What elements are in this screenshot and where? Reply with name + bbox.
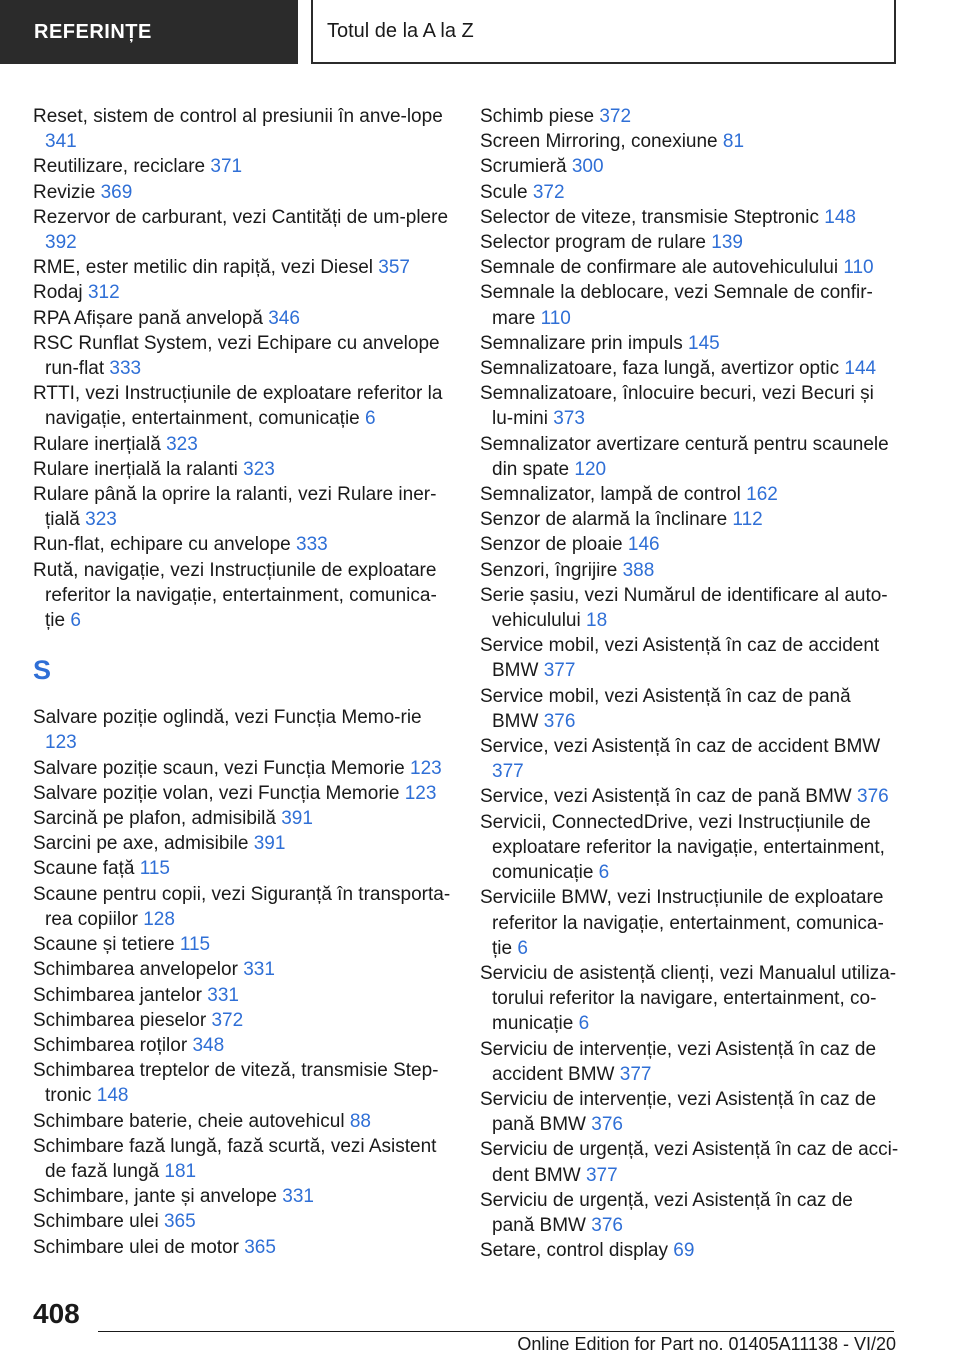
index-column-left <box>33 104 453 1260</box>
page-link[interactable]: 162 <box>746 484 778 506</box>
entry-term: Salvare poziție scaun, vezi Funcția Memorie <box>33 757 405 779</box>
entry-term: Serie șasiu, vezi Numărul de identificare al auto-vehiculului <box>480 584 888 632</box>
page-link[interactable]: 373 <box>553 408 585 430</box>
entry-term: Rută, navigație, vezi Instrucțiunile de exploatare referitor la navigație, entertainment, comunica-ție <box>33 559 437 632</box>
index-entry <box>33 1008 453 1033</box>
index-entry <box>480 432 900 482</box>
entry-term: Schimbare, jante și anvelope <box>33 1186 277 1208</box>
index-list-r <box>33 104 453 633</box>
entry-term: Semnalizare prin impuls <box>480 332 683 354</box>
index-entry <box>480 331 900 356</box>
index-entry <box>33 983 453 1008</box>
index-entry <box>480 558 900 583</box>
index-entry <box>33 457 453 482</box>
entry-term: Salvare poziție volan, vezi Funcția Memorie <box>33 782 400 804</box>
page-link[interactable]: 388 <box>622 559 655 581</box>
page-link[interactable]: 391 <box>253 833 286 855</box>
index-entry <box>480 1188 900 1238</box>
index-entry <box>33 957 453 982</box>
index-entry <box>480 482 900 507</box>
entry-term: Serviciu de urgență, vezi Asistență în caz de pană BMW <box>480 1189 853 1236</box>
index-entry <box>33 856 453 881</box>
entry-term: Semnale de confirmare ale autovehiculului <box>480 257 839 279</box>
entry-term: Service, vezi Asistență în caz de accident BMW <box>480 736 881 758</box>
index-entry <box>33 756 453 781</box>
page-link[interactable]: 81 <box>722 131 745 153</box>
entry-term: Selector program de rulare <box>480 232 706 254</box>
entry-term: Revizie <box>33 181 96 203</box>
entry-term: Schimbarea treptelor de viteză, transmisie Step-tronic <box>33 1060 439 1107</box>
entry-term: Schimbarea jantelor <box>33 984 202 1006</box>
entry-term: RSC Runflat System, vezi Echipare cu anvelope run-flat <box>33 332 440 380</box>
page-link[interactable]: 341 <box>45 131 77 153</box>
index-entry <box>33 1235 453 1260</box>
entry-term: RME, ester metilic din rapiță, vezi Diesel <box>33 257 373 279</box>
page-link[interactable]: 139 <box>711 232 743 254</box>
entry-term: Serviciile BMW, vezi Instrucțiunile de exploatare referitor la navigație, entertainment, comunica-ție <box>480 887 884 959</box>
entry-term: Schimbare ulei de motor <box>33 1236 239 1258</box>
entry-term: Serviciu de intervenție, vezi Asistență în caz de accident BMW <box>480 1038 877 1085</box>
index-entry <box>480 1087 900 1137</box>
entry-term: Scrumieră <box>480 156 567 178</box>
section-tab: REFERINȚE <box>0 0 298 64</box>
index-entry <box>480 1137 900 1187</box>
index-entry <box>33 806 453 831</box>
page-link[interactable]: 376 <box>591 1114 623 1136</box>
page-link[interactable]: 372 <box>532 181 565 203</box>
index-entry <box>480 381 900 431</box>
page-link[interactable]: 376 <box>591 1214 623 1236</box>
page-link[interactable]: 120 <box>574 458 607 480</box>
index-entry <box>33 482 453 532</box>
page-link[interactable]: 377 <box>585 1164 618 1186</box>
page-link[interactable]: 128 <box>143 908 175 930</box>
index-entry <box>33 1058 453 1108</box>
edition-note: Online Edition for Part no. 01405A11138 - VI/20 <box>517 1334 896 1354</box>
index-entry <box>480 104 900 129</box>
entry-term: Schimbarea anvelopelor <box>33 959 238 981</box>
index-entry <box>480 784 900 809</box>
index-entry <box>480 255 900 280</box>
page-link[interactable]: 371 <box>210 156 243 178</box>
page-link[interactable]: 6 <box>517 937 528 959</box>
page-link[interactable]: 88 <box>349 1110 371 1132</box>
page-link[interactable]: 372 <box>599 106 632 127</box>
page-link[interactable]: 146 <box>627 534 660 556</box>
chapter-title: Totul de la A la Z <box>311 0 896 64</box>
entry-term: Senzor de ploaie <box>480 534 623 556</box>
index-entry <box>480 230 900 255</box>
page-link[interactable]: 369 <box>100 181 133 203</box>
page-link[interactable]: 123 <box>410 757 442 779</box>
entry-term: Scaune față <box>33 858 135 880</box>
page-link[interactable]: 377 <box>492 761 524 783</box>
footer-divider <box>98 1331 894 1332</box>
index-entry <box>480 1037 900 1087</box>
page-header <box>0 0 960 66</box>
index-entry <box>480 885 900 961</box>
entry-term: Semnalizator, lampă de control <box>480 484 741 506</box>
entry-term: Senzor de alarmă la înclinare <box>480 509 728 531</box>
page-link[interactable]: 331 <box>282 1186 314 1208</box>
index-entry <box>480 633 900 683</box>
index-entry <box>33 180 453 205</box>
index-entry <box>33 532 453 557</box>
entry-term: Selector de viteze, transmisie Steptronic <box>480 206 819 228</box>
index-entry <box>480 154 900 179</box>
entry-term: Semnalizator avertizare centură pentru scaunele din spate <box>480 433 889 480</box>
entry-term: Semnale la deblocare, vezi Semnale de confir-mare <box>480 282 873 329</box>
index-entry <box>33 331 453 381</box>
entry-term: Salvare poziție oglindă, vezi Funcția Memo-rie <box>33 707 422 729</box>
entry-term: Setare, control display <box>480 1240 668 1262</box>
entry-term: Rodaj <box>33 282 83 304</box>
page-link[interactable]: 323 <box>243 458 275 480</box>
page-link[interactable]: 148 <box>96 1085 129 1107</box>
index-entry <box>480 356 900 381</box>
index-entry <box>480 1238 900 1263</box>
entry-term: Semnalizatoare, înlocuire becuri, vezi Becuri și lu-mini <box>480 383 874 430</box>
page-link[interactable]: 69 <box>673 1240 695 1262</box>
page-link[interactable]: 331 <box>243 959 275 981</box>
index-entry <box>33 558 453 634</box>
page-link[interactable]: 110 <box>540 307 571 329</box>
page-number: 408 <box>33 1298 80 1329</box>
index-list-s <box>33 705 453 1259</box>
index-entry <box>33 1134 453 1184</box>
entry-term: Reutilizare, reciclare <box>33 156 206 178</box>
entry-term: Serviciu de urgență, vezi Asistență în caz de acci-dent BMW <box>480 1139 899 1186</box>
index-entry <box>480 532 900 557</box>
entry-term: Scule <box>480 181 528 203</box>
index-entry <box>33 1033 453 1058</box>
entry-term: Rulare inerțială <box>33 433 161 455</box>
page-link[interactable]: 148 <box>824 206 856 228</box>
page-link[interactable]: 112 <box>732 509 763 531</box>
entry-term: Rulare inerțială la ralanti <box>33 458 238 480</box>
page-link[interactable]: 6 <box>598 862 610 884</box>
page-link[interactable]: 357 <box>378 257 410 279</box>
page-link[interactable]: 323 <box>85 509 117 531</box>
page-link[interactable]: 391 <box>281 808 313 830</box>
page-link[interactable]: 145 <box>688 332 720 354</box>
entry-term: Schimbarea pieselor <box>33 1009 207 1031</box>
entry-term: RPA Afișare pană anvelopă <box>33 307 263 329</box>
index-entry <box>480 205 900 230</box>
index-entry <box>33 1184 453 1209</box>
entry-term: Serviciu de intervenție, vezi Asistență în caz de pană BMW <box>480 1088 877 1136</box>
page-link[interactable]: 392 <box>45 232 77 254</box>
index-entry <box>33 104 453 154</box>
section-letter: S <box>33 655 52 686</box>
entry-term: Schimbare ulei <box>33 1211 159 1233</box>
entry-term: Schimbare fază lungă, fază scurtă, vezi Asistent de fază lungă <box>33 1135 437 1182</box>
entry-term: Sarcini pe axe, admisibile <box>33 833 249 855</box>
entry-term: Scaune pentru copii, vezi Siguranță în transporta-rea copiilor <box>33 883 451 930</box>
page-link[interactable]: 376 <box>543 710 576 732</box>
page-link[interactable]: 376 <box>857 786 889 808</box>
entry-term: Schimb piese <box>480 106 595 127</box>
entry-term: Senzori, îngrijire <box>480 559 618 581</box>
page-link[interactable]: 333 <box>109 358 142 380</box>
page-link[interactable]: 18 <box>586 610 608 632</box>
page-link[interactable]: 312 <box>87 282 120 304</box>
entry-term: Semnalizatoare, faza lungă, avertizor optic <box>480 358 840 380</box>
index-entry <box>480 507 900 532</box>
page-link[interactable]: 365 <box>244 1236 276 1258</box>
entry-term: Schimbarea roților <box>33 1034 188 1056</box>
entry-term: Scaune și tetiere <box>33 934 175 956</box>
index-entry <box>480 734 900 784</box>
index-entry <box>33 1209 453 1234</box>
page-link[interactable]: 123 <box>404 782 437 804</box>
index-entry <box>480 810 900 886</box>
page-link[interactable]: 123 <box>45 732 77 754</box>
index-entry <box>33 205 453 255</box>
index-entry <box>33 280 453 305</box>
index-entry <box>33 781 453 806</box>
entry-term: Reset, sistem de control al presiunii în anve-lope <box>33 106 443 127</box>
page-link[interactable]: 377 <box>619 1063 652 1085</box>
page-link[interactable]: 333 <box>296 534 328 556</box>
index-entry <box>33 882 453 932</box>
page-link[interactable]: 377 <box>543 660 576 682</box>
index-entry <box>480 280 900 330</box>
index-entry <box>480 180 900 205</box>
page-link[interactable]: 346 <box>268 307 300 329</box>
index-entry <box>480 129 900 154</box>
entry-term: Rulare până la oprire la ralanti, vezi Rulare iner-țială <box>33 484 437 531</box>
page-link[interactable]: 181 <box>164 1160 197 1182</box>
index-entry <box>480 583 900 633</box>
index-entry <box>480 684 900 734</box>
entry-term: Run-flat, echipare cu anvelope <box>33 534 291 556</box>
index-column-right <box>480 104 900 1263</box>
page-link[interactable]: 144 <box>844 358 877 380</box>
index-entry <box>33 381 453 431</box>
entry-term: Sarcină pe plafon, admisibilă <box>33 808 276 830</box>
page-link[interactable]: 115 <box>179 934 211 956</box>
index-entry <box>33 831 453 856</box>
page-link[interactable]: 115 <box>139 858 170 880</box>
entry-term: RTTI, vezi Instrucțiunile de exploatare referitor la navigație, entertainment, comunicație <box>33 383 443 430</box>
entry-term: Rezervor de carburant, vezi Cantități de um-plere <box>33 206 449 228</box>
page-link[interactable]: 348 <box>192 1034 225 1056</box>
page-link[interactable]: 365 <box>163 1211 196 1233</box>
index-list-s-continued <box>480 104 900 1263</box>
page-link[interactable]: 372 <box>211 1009 244 1031</box>
entry-term: Screen Mirroring, conexiune <box>480 131 718 153</box>
index-entry <box>33 154 453 179</box>
page-link[interactable]: 6 <box>578 1013 590 1035</box>
entry-term: Serviciu de asistență clienți, vezi Manualul utiliza-torului referitor la navigare, entertainment, co-municație <box>480 962 897 1035</box>
index-entry <box>33 705 453 755</box>
index-entry <box>33 432 453 457</box>
page-link[interactable]: 6 <box>70 610 81 632</box>
page-link[interactable]: 323 <box>166 433 198 455</box>
entry-term: Service, vezi Asistență în caz de pană BMW <box>480 786 852 808</box>
index-entry <box>480 961 900 1037</box>
entry-term: Schimbare baterie, cheie autovehicul <box>33 1110 345 1132</box>
entry-term: Service mobil, vezi Asistență în caz de pană BMW <box>480 685 851 732</box>
page-link[interactable]: 6 <box>365 408 376 430</box>
page-link[interactable]: 110 <box>843 257 874 279</box>
page-link[interactable]: 331 <box>207 984 239 1006</box>
entry-term: Servicii, ConnectedDrive, vezi Instrucțiunile de exploatare referitor la navigație, entertainment, comunicație <box>480 811 885 884</box>
index-entry <box>33 1109 453 1134</box>
page-link[interactable]: 300 <box>571 156 604 178</box>
index-entry <box>33 255 453 280</box>
index-entry <box>33 306 453 331</box>
index-entry <box>33 932 453 957</box>
entry-term: Service mobil, vezi Asistență în caz de accident BMW <box>480 635 880 682</box>
